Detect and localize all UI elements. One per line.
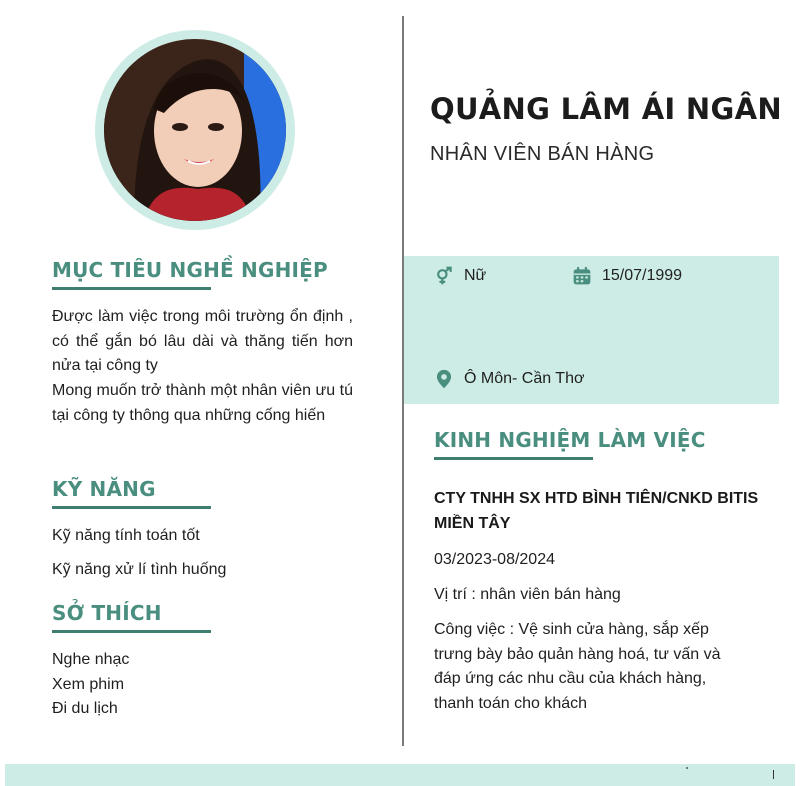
birth-date-value: 15/07/1999 [602,267,683,284]
work-period: 03/2023-08/2024 [434,551,555,568]
footer-bar [5,764,795,786]
address-info [434,369,584,389]
gender-value: Nữ [464,267,487,284]
career-objective-paragraph-1: Được làm việc trong môi trường ổn định , có thể gắn bó lâu dài và thăng tiến hơn nửa tại công ty [52,308,353,375]
avatar-frame [95,30,295,230]
gender-icon [434,266,454,286]
footer-mark [686,767,688,769]
work-duties: Công việc : Vệ sinh cửa hàng, sắp xếp trưng bày bảo quản hàng hoá, tư vấn và đáp ứng các nhu cầu của khách hàng, thanh toán cho khách [434,621,721,712]
full-name: QUẢNG LÂM ÁI NGÂN [430,92,782,126]
skill-item: Kỹ năng tính toán tốt [52,527,200,544]
hobby-item: Nghe nhạc [52,651,130,668]
hobby-item: Đi du lịch [52,700,118,717]
experience-title: KINH NGHIỆM LÀM VIỆC [434,428,706,452]
company-name: CTY TNHH SX HTD BÌNH TIÊN/CNKD BITIS MIỀN TÂY [434,490,759,532]
hobbies-rule [52,630,211,633]
skill-item: Kỹ năng xử lí tình huống [52,561,227,578]
career-objective-title: MỤC TIÊU NGHỀ NGHIỆP [52,258,328,282]
hobbies-title: SỞ THÍCH [52,601,162,625]
skills-rule [52,506,211,509]
birth-date-info [572,266,682,286]
footer-mark [773,770,774,779]
gender-info [434,266,486,286]
avatar-photo [104,39,286,221]
avatar [104,39,286,221]
location-pin-icon [434,369,454,389]
hobby-item: Xem phim [52,676,125,693]
job-title: NHÂN VIÊN BÁN HÀNG [430,143,655,165]
calendar-icon [572,266,592,286]
address-value: Ô Môn- Cần Thơ [464,370,585,387]
skills-title: KỸ NĂNG [52,477,156,501]
career-objective-paragraph-2: Mong muốn trở thành một nhân viên ưu tú tại công ty thông qua những cống hiến [52,382,353,424]
work-role: Vị trí : nhân viên bán hàng [434,586,621,603]
career-objective-rule [52,287,211,290]
experience-rule [434,457,593,460]
